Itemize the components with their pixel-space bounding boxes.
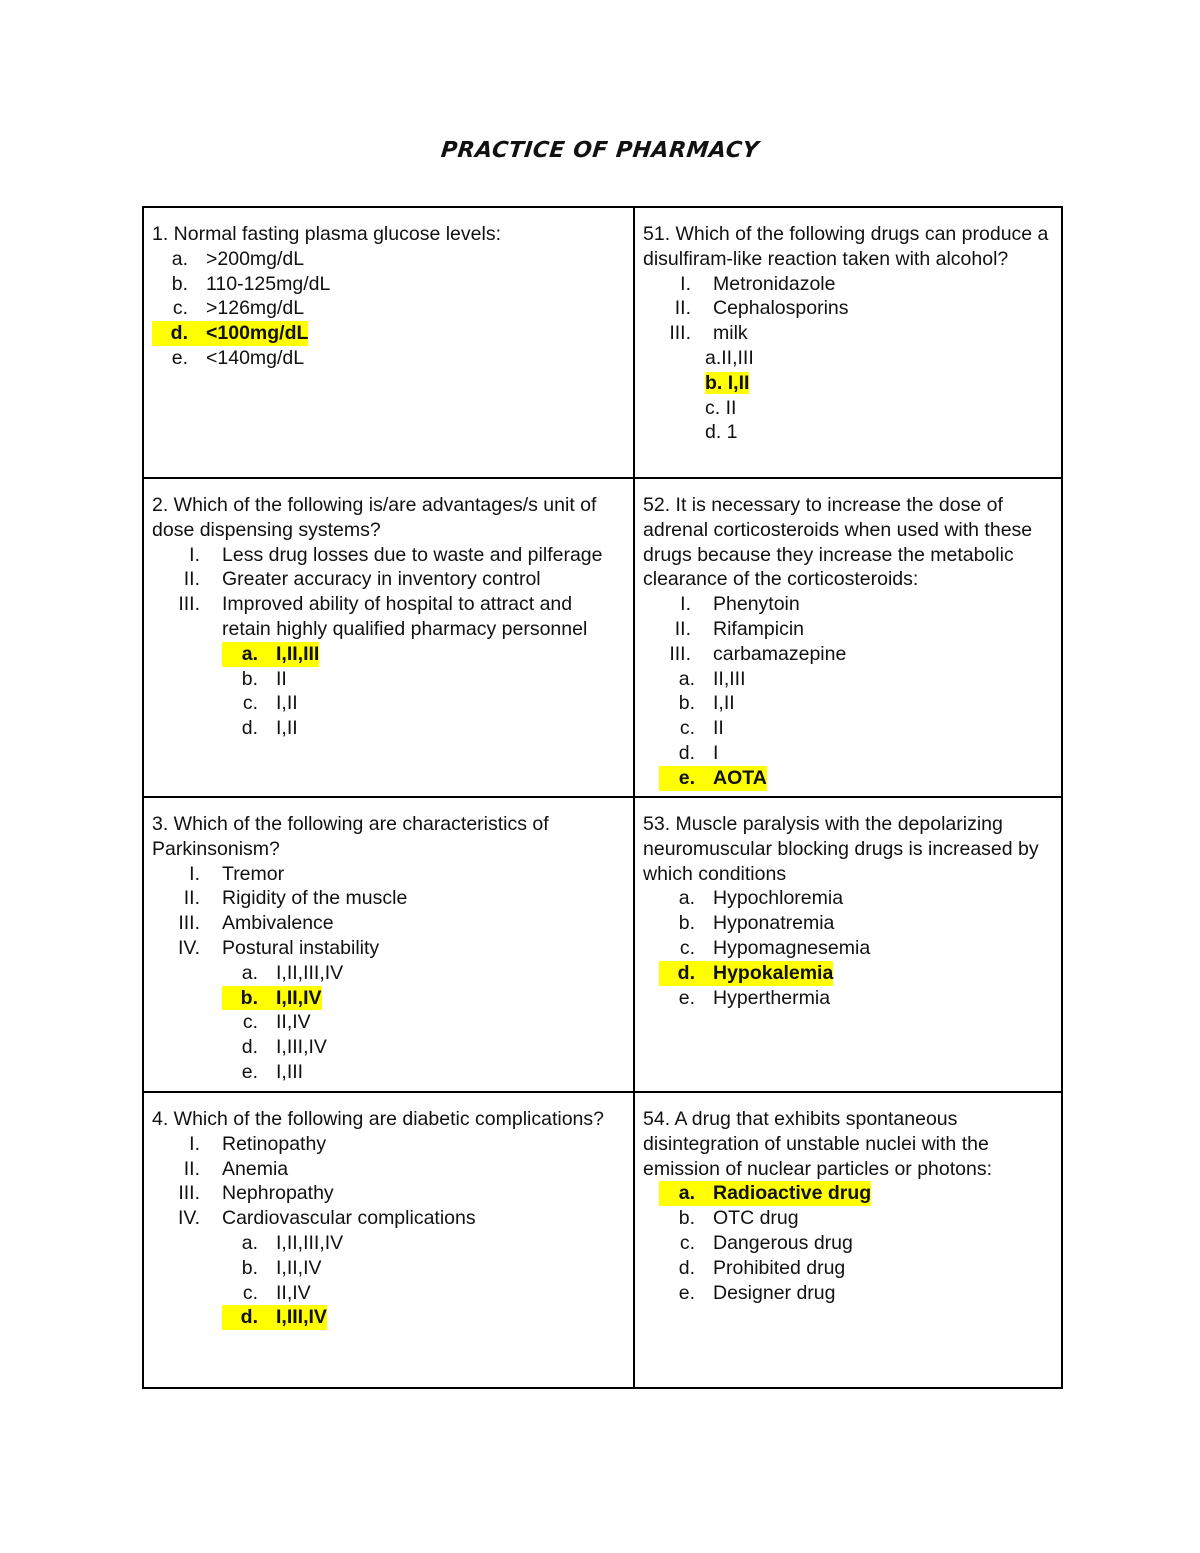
option-item: a. I,II,III,IV	[241, 1231, 344, 1254]
option-item-correct: d. I,III,IV	[222, 1305, 625, 1330]
option-item: b. OTC drug	[678, 1207, 799, 1230]
roman-item: III. carbamazepine	[669, 642, 847, 665]
question-stem: 52. It is necessary to increase the dose of adrenal corticosteroids when used with these drugs because they increase the metabolic clearance of the corticosteroids:	[643, 494, 1033, 591]
option-item: d. Prohibited drug	[678, 1256, 846, 1279]
roman-item: IV. Postural instability	[177, 936, 380, 959]
option-item: c. I,II	[242, 692, 298, 715]
question-cell-54	[634, 1092, 1062, 1388]
roman-item: I. Phenytoin	[680, 593, 800, 616]
option-item-correct: d. Hypokalemia	[659, 961, 1053, 986]
table-row	[143, 1092, 1062, 1388]
option-item-correct: d. <100mg/dL	[152, 321, 625, 346]
option-item: a. II,III	[678, 667, 746, 690]
option-item: d. I	[678, 741, 719, 764]
question-cell-52	[634, 478, 1062, 797]
option-item: d. I,II	[241, 717, 298, 740]
roman-item: II. Rigidity of the muscle	[183, 887, 408, 910]
option-item: c. II	[705, 396, 737, 419]
roman-item: III. Improved ability of hospital to attract and retain highly qualified pharmacy personnel	[178, 593, 588, 640]
roman-item: III. milk	[669, 322, 748, 345]
question-cell-53	[634, 797, 1062, 1092]
option-item: b. 110-125mg/dL	[171, 272, 331, 295]
page-title: PRACTICE OF PHARMACY	[439, 138, 761, 163]
option-item: b. II	[241, 667, 287, 690]
question-stem: 53. Muscle paralysis with the depolarizing neuromuscular blocking drugs is increased by which conditions	[643, 813, 1039, 885]
question-cell-3	[143, 797, 634, 1092]
option-item: c. II	[679, 717, 724, 740]
roman-item: IV. Cardiovascular complications	[177, 1207, 476, 1230]
question-stem: 54. A drug that exhibits spontaneous disintegration of unstable nuclei with the emission of nuclear particles or photons:	[643, 1108, 993, 1180]
roman-item: III. Ambivalence	[178, 912, 334, 935]
option-item: e. Designer drug	[678, 1281, 836, 1304]
roman-item: I. Tremor	[189, 862, 285, 885]
question-stem: 4. Which of the following are diabetic complications?	[152, 1108, 604, 1130]
option-item: a. >200mg/dL	[171, 247, 305, 270]
option-item: b. I,II,IV	[241, 1256, 322, 1279]
question-cell-2	[143, 478, 634, 797]
option-item-correct: a. I,II,III	[222, 642, 625, 667]
option-item-correct: b. I,II	[705, 371, 750, 394]
option-item-correct: b. I,II,IV	[222, 986, 625, 1011]
roman-item: I. Less drug losses due to waste and pilferage	[189, 543, 603, 566]
option-item: a.II,III	[705, 346, 754, 369]
table-row	[143, 797, 1062, 1092]
roman-item: II. Rifampicin	[674, 617, 805, 640]
option-item: c. Dangerous drug	[679, 1231, 853, 1254]
roman-item: I. Retinopathy	[189, 1132, 327, 1155]
question-cell-51	[634, 207, 1062, 478]
roman-item: III. Nephropathy	[178, 1182, 334, 1205]
roman-item: I. Metronidazole	[680, 272, 836, 295]
question-stem: 1. Normal fasting plasma glucose levels:	[152, 223, 501, 245]
option-item: e. Hyperthermia	[678, 986, 831, 1009]
question-stem: 2. Which of the following is/are advantages/s unit of dose dispensing systems?	[152, 494, 597, 541]
roman-item: II. Greater accuracy in inventory control	[183, 568, 541, 591]
option-item: d. I,III,IV	[241, 1036, 327, 1059]
option-item: e. I,III	[241, 1060, 304, 1083]
option-item: c. II,IV	[242, 1281, 311, 1304]
option-item: b. Hyponatremia	[678, 912, 835, 935]
question-stem: 51. Which of the following drugs can produce a disulfiram-like reaction taken with alcohol?	[643, 223, 1049, 270]
question-stem: 3. Which of the following are characteristics of Parkinsonism?	[152, 813, 549, 860]
option-item: c. Hypomagnesemia	[679, 936, 871, 959]
question-table	[142, 206, 1063, 1389]
option-item-correct: e. AOTA	[659, 766, 1053, 791]
option-item: e. <140mg/dL	[171, 346, 305, 369]
option-item: c. II,IV	[242, 1011, 311, 1034]
roman-item: II. Anemia	[183, 1157, 289, 1180]
option-item: a. Hypochloremia	[678, 887, 844, 910]
option-item: d. 1	[705, 421, 738, 444]
question-cell-1	[143, 207, 634, 478]
option-item: a. I,II,III,IV	[241, 961, 344, 984]
option-item: b. I,II	[678, 692, 735, 715]
question-cell-4	[143, 1092, 634, 1388]
table-row	[143, 478, 1062, 797]
table-row	[143, 207, 1062, 478]
option-item: c. >126mg/dL	[172, 297, 305, 320]
option-item-correct: a. Radioactive drug	[659, 1181, 1053, 1206]
roman-item: II. Cephalosporins	[674, 297, 849, 320]
